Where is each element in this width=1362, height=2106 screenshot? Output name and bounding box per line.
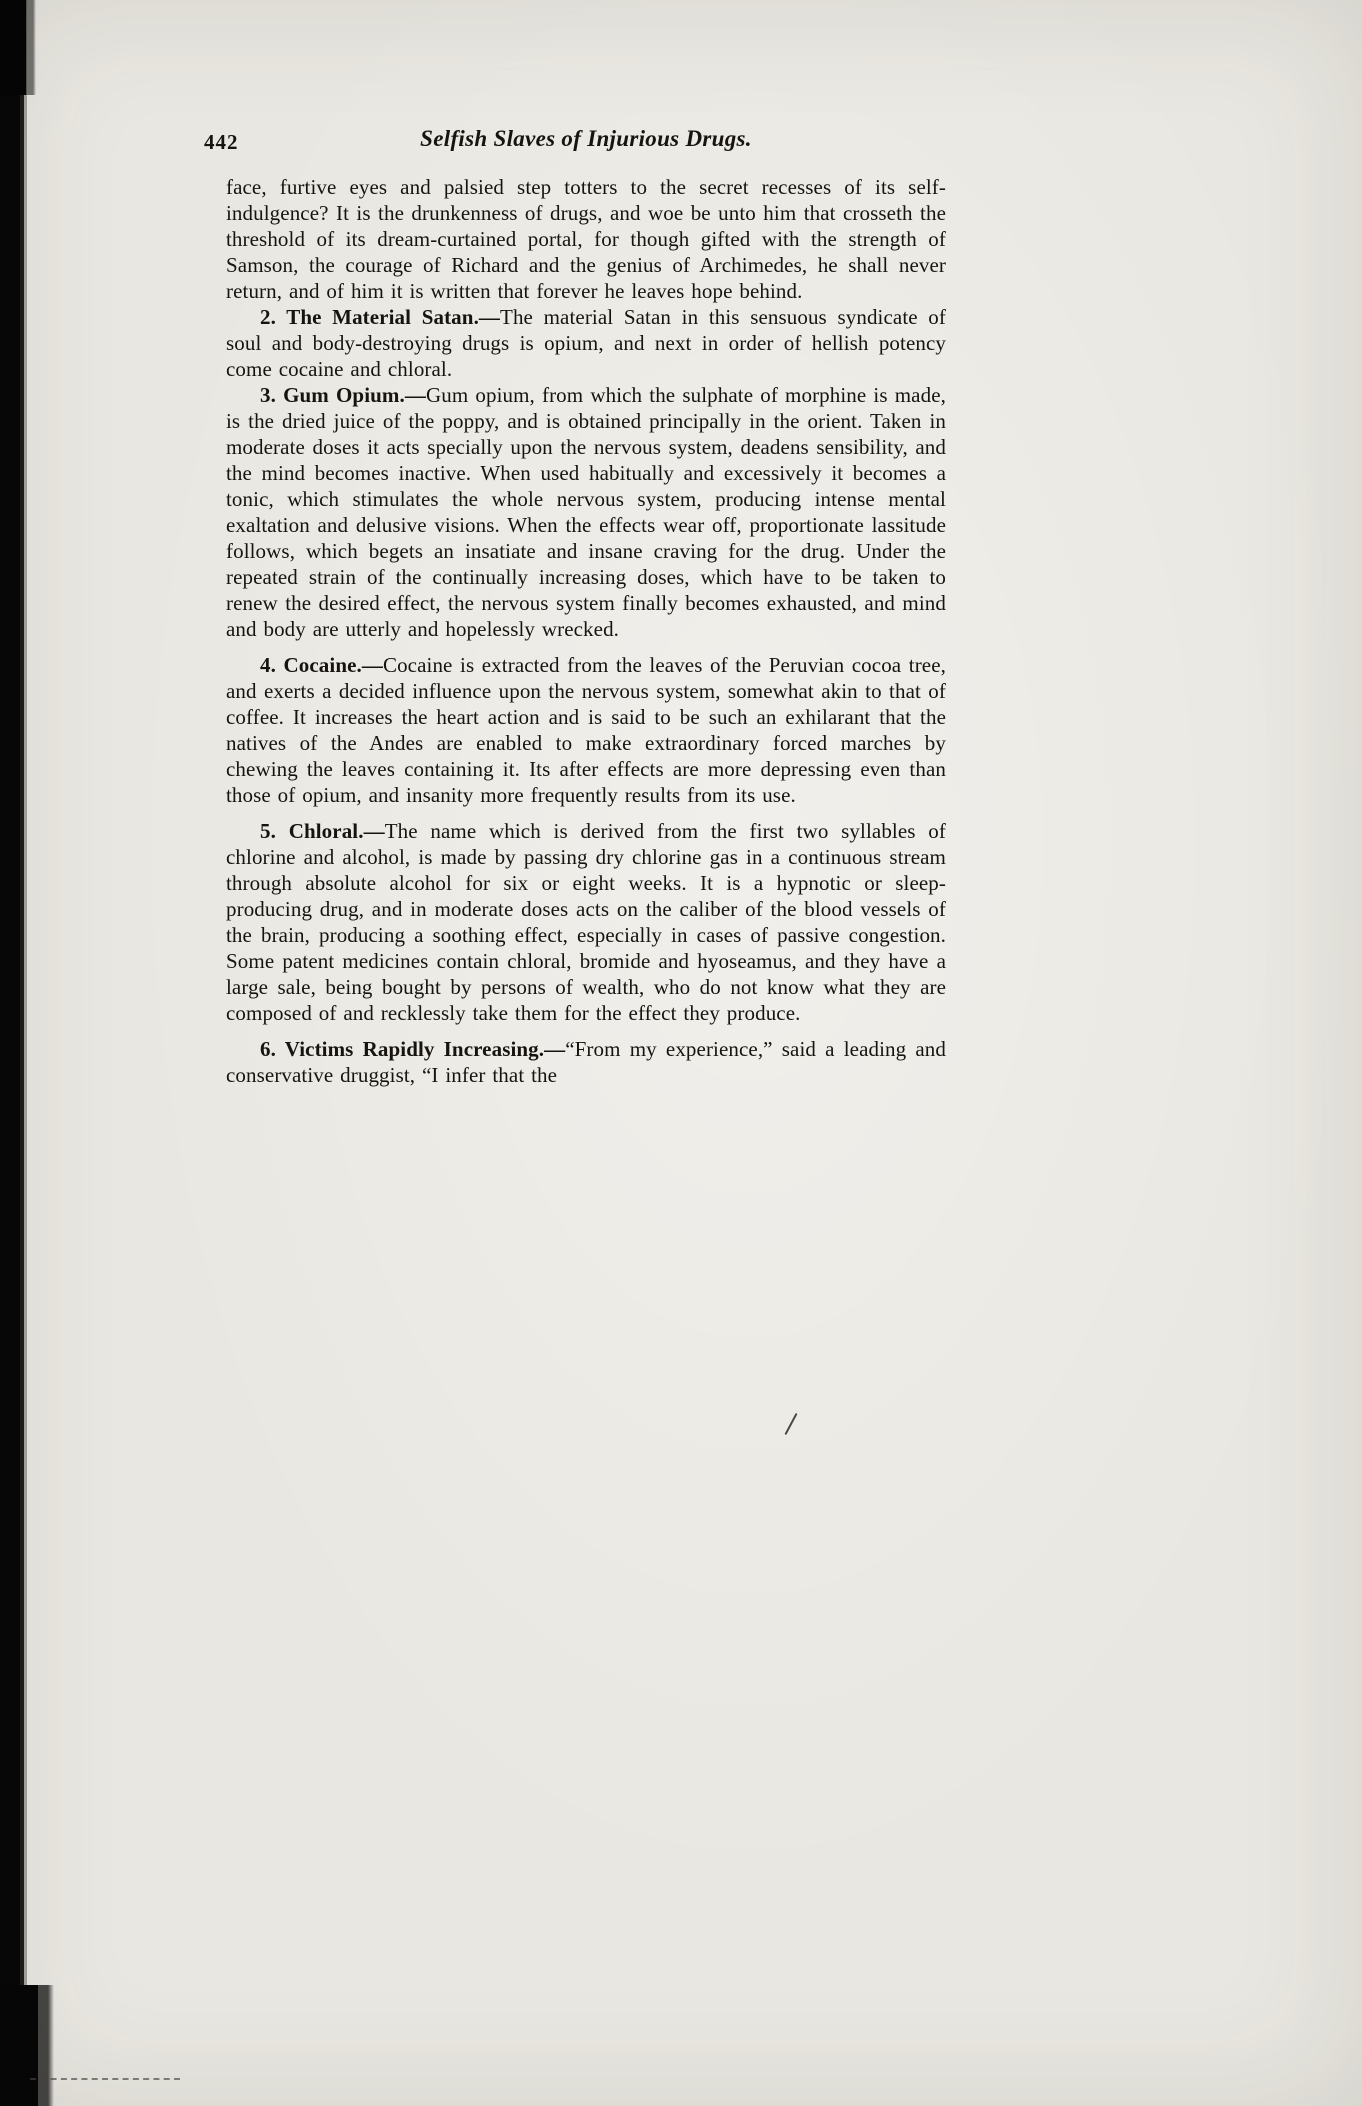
pen-mark — [784, 1413, 797, 1435]
paragraph-text: The material Satan in this sensuous syndicate of soul and body-destroying drugs is opium, and next in order of hellish potency come cocaine and chloral. — [226, 305, 947, 381]
section-heading: 5. Chloral.— — [260, 819, 385, 843]
binding-shadow — [0, 0, 27, 2106]
paragraph — [226, 652, 946, 808]
paragraph-text: face, furtive eyes and palsied step totters to the secret recesses of its self-indulgence? It is the drunkenness of drugs, and woe be unto him that crosseth the threshold of its dream-curtained portal, for though gifted with the strength of Samson, the courage of Richard and the genius of Archimedes, he shall never return, and of him it is written that forever he leaves hope behind. — [226, 175, 946, 303]
binding-shadow-top — [0, 0, 36, 95]
page-content — [204, 126, 947, 1088]
paragraph-text: Cocaine is extracted from the leaves of the Peruvian cocoa tree, and exerts a decided influence upon the nervous system, somewhat akin to that of coffee. It increases the heart action and is said to be such an exhilarant that the natives of the Andes are enabled to make extraordinary forced marches by chewing the leaves containing it. Its after effects are more depressing even than those of opium, and insanity more frequently results from its use. — [226, 653, 946, 807]
section-heading: 3. Gum Opium.— — [260, 383, 426, 407]
paragraph — [226, 382, 946, 642]
paragraph-text: The name which is derived from the first two syllables of chlorine and alcohol, is made by passing dry chlorine gas in a continuous stream through absolute alcohol for six or eight weeks. It is a hypnotic or sleep-producing drug, and in moderate doses acts on the caliber of the blood vessels of the brain, producing a soothing effect, especially in cases of passive congestion. Some patent medicines contain chloral, bromide and hyoseamus, and they have a large sale, being bought by persons of wealth, who do not know what they are composed of and recklessly take them for the effect they produce. — [226, 819, 946, 1025]
paragraph — [226, 174, 946, 304]
page-header — [204, 126, 946, 160]
section-heading: 6. Victims Rapidly Increasing.— — [260, 1037, 566, 1061]
section-heading: 2. The Material Satan.— — [260, 305, 501, 329]
binding-shadow-bottom — [0, 1985, 54, 2106]
paragraph — [226, 1036, 946, 1088]
scan-artifact-dashes — [30, 2078, 180, 2080]
paragraph — [226, 818, 946, 1026]
page-number: 442 — [204, 130, 239, 154]
section-heading: 4. Cocaine.— — [260, 653, 383, 677]
paragraph — [226, 304, 946, 382]
paragraph-text: Gum opium, from which the sulphate of morphine is made, is the dried juice of the poppy, and is obtained principally in the orient. Taken in moderate doses it acts specially upon the nervous system, deadens sensibility, and the mind becomes inactive. When used habitually and excessively it becomes a tonic, which stimulates the whole nervous system, producing intense mental exaltation and delusive visions. When the effects wear off, proportionate lassitude follows, which begets an insatiate and insane craving for the drug. Under the repeated strain of the continually increasing doses, which have to be taken to renew the desired effect, the nervous system finally becomes exhausted, and mind and body are utterly and hopelessly wrecked. — [226, 383, 946, 641]
paragraph-text: “From my experience,” said a leading and conservative druggist, “I infer that the — [226, 1037, 946, 1087]
running-title: Selfish Slaves of Injurious Drugs. — [420, 126, 752, 151]
